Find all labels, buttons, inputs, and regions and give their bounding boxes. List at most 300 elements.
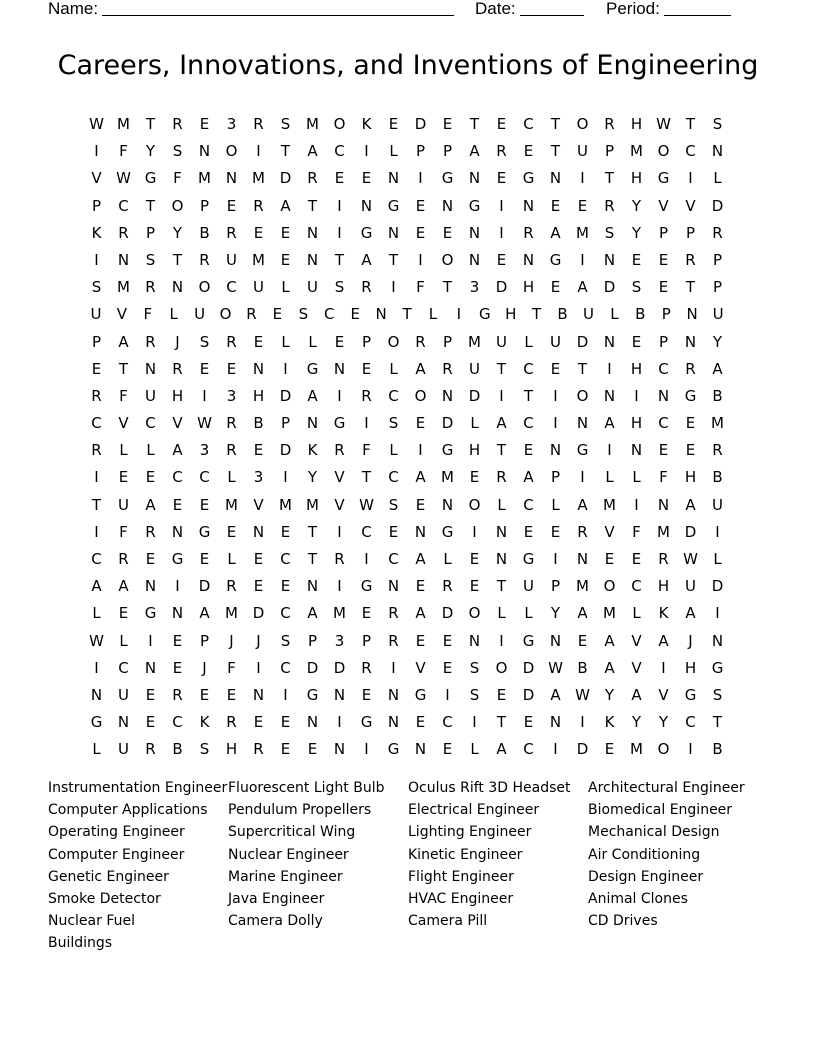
grid-letter[interactable]: M <box>441 468 454 487</box>
grid-letter[interactable]: F <box>119 386 128 405</box>
grid-letter[interactable]: T <box>496 713 507 732</box>
grid-letter[interactable]: E <box>280 577 291 596</box>
grid-letter[interactable]: I <box>688 169 693 188</box>
grid-letter[interactable]: C <box>280 658 291 677</box>
grid-letter[interactable]: B <box>577 658 588 677</box>
grid-letter[interactable]: D <box>684 522 697 541</box>
grid-letter[interactable]: L <box>470 414 479 433</box>
grid-letter[interactable]: L <box>92 740 101 759</box>
grid-letter[interactable]: R <box>361 658 372 677</box>
grid-letter[interactable]: G <box>306 359 319 378</box>
grid-letter[interactable]: V <box>118 414 129 433</box>
grid-letter[interactable]: C <box>145 414 156 433</box>
date-field[interactable] <box>475 0 584 18</box>
grid-letter[interactable]: L <box>308 332 317 351</box>
grid-letter[interactable]: B <box>712 386 723 405</box>
grid-letter[interactable]: M <box>333 604 346 623</box>
grid-letter[interactable]: N <box>603 386 616 405</box>
grid-letter[interactable]: I <box>580 468 585 487</box>
grid-letter[interactable]: A <box>712 359 723 378</box>
grid-letter[interactable]: C <box>523 115 534 133</box>
grid-letter[interactable]: I <box>445 685 450 704</box>
grid-letter[interactable]: F <box>173 169 182 188</box>
grid-letter[interactable]: Y <box>307 468 318 487</box>
grid-letter[interactable]: M <box>576 223 589 242</box>
grid-letter[interactable]: I <box>256 142 261 161</box>
grid-letter[interactable]: E <box>334 169 345 188</box>
grid-letter[interactable]: N <box>225 169 238 188</box>
grid-letter[interactable]: H <box>252 386 265 405</box>
grid-letter[interactable]: C <box>685 713 696 732</box>
grid-letter[interactable]: U <box>118 740 129 759</box>
grid-letter[interactable]: J <box>688 631 693 650</box>
grid-letter[interactable]: D <box>279 386 292 405</box>
grid-letter[interactable]: V <box>334 468 345 487</box>
grid-letter[interactable]: L <box>169 305 178 324</box>
grid-letter[interactable]: U <box>90 305 102 324</box>
grid-letter[interactable]: E <box>388 522 399 541</box>
grid-letter[interactable]: T <box>550 115 561 133</box>
grid-letter[interactable]: C <box>118 196 129 215</box>
grid-letter[interactable]: R <box>361 386 372 405</box>
grid-letter[interactable]: C <box>199 468 210 487</box>
grid-letter[interactable]: E <box>280 250 291 269</box>
grid-letter[interactable]: E <box>496 250 507 269</box>
grid-letter[interactable]: I <box>661 658 666 677</box>
grid-letter[interactable]: I <box>94 658 99 677</box>
grid-letter[interactable]: T <box>172 250 183 269</box>
grid-letter[interactable]: L <box>227 550 236 568</box>
grid-letter[interactable]: P <box>199 196 210 215</box>
grid-letter[interactable]: B <box>635 305 646 324</box>
grid-letter[interactable]: E <box>226 685 237 704</box>
grid-letter[interactable]: U <box>550 332 561 351</box>
grid-letter[interactable]: I <box>418 250 423 269</box>
grid-letter[interactable]: E <box>145 468 156 487</box>
date-blank-line[interactable] <box>520 0 584 16</box>
grid-letter[interactable]: I <box>148 631 153 650</box>
grid-letter[interactable]: E <box>442 740 453 759</box>
grid-letter[interactable]: I <box>553 550 558 568</box>
grid-letter[interactable]: I <box>337 386 342 405</box>
grid-letter[interactable]: E <box>253 332 264 351</box>
grid-letter[interactable]: W <box>683 550 698 568</box>
grid-letter[interactable]: F <box>416 278 425 297</box>
grid-letter[interactable]: O <box>219 305 232 324</box>
grid-letter[interactable]: I <box>456 305 462 324</box>
grid-letter[interactable]: A <box>91 577 102 596</box>
grid-letter[interactable]: A <box>523 468 534 487</box>
grid-letter[interactable]: M <box>630 142 643 161</box>
grid-letter[interactable]: T <box>307 550 318 568</box>
grid-letter[interactable]: U <box>145 386 156 405</box>
grid-letter[interactable]: D <box>603 278 616 297</box>
grid-letter[interactable]: C <box>442 713 453 732</box>
grid-letter[interactable]: E <box>550 196 561 215</box>
grid-letter[interactable]: D <box>468 386 481 405</box>
grid-letter[interactable]: L <box>713 550 722 568</box>
grid-letter[interactable]: A <box>577 278 588 297</box>
grid-letter[interactable]: E <box>361 604 372 623</box>
grid-letter[interactable]: L <box>146 441 155 460</box>
grid-letter[interactable]: L <box>119 441 128 460</box>
grid-letter[interactable]: I <box>634 386 639 405</box>
grid-letter[interactable]: N <box>306 414 319 433</box>
grid-letter[interactable]: G <box>387 196 400 215</box>
grid-letter[interactable]: E <box>253 713 264 732</box>
grid-letter[interactable]: N <box>144 359 157 378</box>
grid-letter[interactable]: O <box>468 495 481 514</box>
grid-letter[interactable]: R <box>145 278 156 297</box>
grid-letter[interactable]: R <box>118 223 129 242</box>
grid-letter[interactable]: O <box>387 332 400 351</box>
grid-letter[interactable]: Y <box>145 142 156 161</box>
grid-letter[interactable]: S <box>469 685 480 704</box>
grid-letter[interactable]: T <box>496 577 507 596</box>
grid-letter[interactable]: R <box>91 441 102 460</box>
grid-letter[interactable]: C <box>91 550 102 568</box>
grid-letter[interactable]: J <box>202 658 207 677</box>
grid-letter[interactable]: O <box>171 196 184 215</box>
grid-letter[interactable]: S <box>280 115 291 133</box>
grid-letter[interactable]: C <box>91 414 102 433</box>
grid-letter[interactable]: N <box>414 522 427 541</box>
grid-letter[interactable]: I <box>364 740 369 759</box>
grid-letter[interactable]: E <box>226 522 237 541</box>
grid-letter[interactable]: P <box>712 250 723 269</box>
grid-letter[interactable]: E <box>361 169 372 188</box>
grid-letter[interactable]: G <box>441 169 454 188</box>
grid-letter[interactable]: R <box>658 550 669 568</box>
grid-letter[interactable]: L <box>610 305 619 324</box>
grid-letter[interactable]: E <box>172 658 183 677</box>
grid-letter[interactable]: V <box>631 658 642 677</box>
grid-letter[interactable]: D <box>495 278 508 297</box>
grid-letter[interactable]: D <box>306 658 319 677</box>
grid-letter[interactable]: T <box>496 441 507 460</box>
grid-letter[interactable]: M <box>279 495 292 514</box>
grid-letter[interactable]: E <box>199 495 210 514</box>
grid-letter[interactable]: N <box>360 196 373 215</box>
grid-letter[interactable]: D <box>279 441 292 460</box>
grid-letter[interactable]: T <box>685 115 696 133</box>
grid-letter[interactable]: I <box>688 740 693 759</box>
grid-letter[interactable]: R <box>604 196 615 215</box>
grid-letter[interactable]: T <box>577 359 588 378</box>
grid-letter[interactable]: G <box>387 740 400 759</box>
grid-letter[interactable]: M <box>306 495 319 514</box>
grid-letter[interactable]: G <box>522 631 535 650</box>
grid-letter[interactable]: N <box>117 250 130 269</box>
grid-letter[interactable]: U <box>582 305 594 324</box>
grid-letter[interactable]: M <box>630 740 643 759</box>
grid-letter[interactable]: C <box>685 142 696 161</box>
grid-letter[interactable]: A <box>307 142 318 161</box>
grid-letter[interactable]: A <box>577 604 588 623</box>
grid-letter[interactable]: N <box>333 740 346 759</box>
grid-letter[interactable]: E <box>415 631 426 650</box>
grid-letter[interactable]: R <box>334 441 345 460</box>
grid-letter[interactable]: V <box>415 658 426 677</box>
grid-letter[interactable]: N <box>252 522 265 541</box>
grid-letter[interactable]: H <box>684 468 697 487</box>
grid-letter[interactable]: I <box>472 522 477 541</box>
grid-letter[interactable]: M <box>711 414 724 433</box>
grid-letter[interactable]: L <box>497 495 506 514</box>
grid-letter[interactable]: I <box>607 359 612 378</box>
grid-letter[interactable]: V <box>116 305 128 324</box>
grid-letter[interactable]: Y <box>631 196 642 215</box>
period-field[interactable] <box>606 0 731 18</box>
grid-letter[interactable]: S <box>298 305 309 324</box>
name-blank-line[interactable] <box>102 0 454 16</box>
grid-letter[interactable]: C <box>523 740 534 759</box>
grid-letter[interactable]: M <box>252 250 265 269</box>
grid-letter[interactable]: C <box>631 577 642 596</box>
grid-letter[interactable]: M <box>117 278 130 297</box>
grid-letter[interactable]: F <box>659 468 668 487</box>
grid-letter[interactable]: M <box>576 577 589 596</box>
grid-letter[interactable]: L <box>281 332 290 351</box>
grid-letter[interactable]: E <box>253 223 264 242</box>
grid-letter[interactable]: D <box>576 332 589 351</box>
grid-letter[interactable]: N <box>171 278 184 297</box>
grid-letter[interactable]: H <box>630 169 643 188</box>
grid-letter[interactable]: T <box>402 305 412 324</box>
grid-letter[interactable]: Y <box>172 223 183 242</box>
grid-letter[interactable]: S <box>604 223 615 242</box>
grid-letter[interactable]: D <box>333 658 346 677</box>
grid-letter[interactable]: N <box>468 223 481 242</box>
grid-letter[interactable]: Y <box>550 604 561 623</box>
grid-letter[interactable]: W <box>116 169 131 188</box>
grid-letter[interactable]: U <box>194 305 206 324</box>
grid-letter[interactable]: A <box>496 414 507 433</box>
grid-letter[interactable]: I <box>283 685 288 704</box>
grid-letter[interactable]: K <box>307 441 318 460</box>
grid-letter[interactable]: C <box>388 386 399 405</box>
grid-letter[interactable]: E <box>523 522 534 541</box>
grid-letter[interactable]: N <box>414 740 427 759</box>
grid-letter[interactable]: U <box>253 278 264 297</box>
grid-letter[interactable]: C <box>658 359 669 378</box>
grid-letter[interactable]: F <box>119 142 128 161</box>
grid-letter[interactable]: A <box>199 604 210 623</box>
grid-letter[interactable]: I <box>202 386 207 405</box>
grid-letter[interactable]: E <box>631 332 642 351</box>
grid-letter[interactable]: H <box>630 115 643 133</box>
grid-letter[interactable]: E <box>172 631 183 650</box>
grid-letter[interactable]: P <box>361 332 372 351</box>
grid-letter[interactable]: P <box>658 332 669 351</box>
grid-letter[interactable]: E <box>91 359 102 378</box>
grid-letter[interactable]: I <box>391 658 396 677</box>
grid-letter[interactable]: T <box>496 359 507 378</box>
grid-letter[interactable]: N <box>549 169 562 188</box>
grid-letter[interactable]: W <box>197 414 212 433</box>
grid-letter[interactable]: L <box>524 332 533 351</box>
grid-letter[interactable]: A <box>415 359 426 378</box>
grid-letter[interactable]: G <box>684 685 697 704</box>
grid-letter[interactable]: 3 <box>199 441 210 460</box>
grid-letter[interactable]: E <box>199 115 210 133</box>
grid-letter[interactable]: I <box>580 169 585 188</box>
grid-letter[interactable]: P <box>550 577 561 596</box>
grid-letter[interactable]: A <box>145 495 156 514</box>
grid-letter[interactable]: C <box>388 468 399 487</box>
grid-letter[interactable]: R <box>145 332 156 351</box>
grid-letter[interactable]: R <box>604 115 615 133</box>
grid-letter[interactable]: G <box>360 713 373 732</box>
grid-letter[interactable]: N <box>468 631 481 650</box>
grid-letter[interactable]: J <box>175 332 180 351</box>
grid-letter[interactable]: E <box>658 278 669 297</box>
grid-letter[interactable]: G <box>90 713 103 732</box>
grid-letter[interactable]: N <box>468 169 481 188</box>
grid-letter[interactable]: E <box>307 740 318 759</box>
grid-letter[interactable]: E <box>604 740 615 759</box>
grid-letter[interactable]: E <box>145 713 156 732</box>
grid-letter[interactable]: B <box>712 468 723 487</box>
grid-letter[interactable]: R <box>226 441 237 460</box>
grid-letter[interactable]: E <box>550 522 561 541</box>
grid-letter[interactable]: E <box>685 414 696 433</box>
grid-letter[interactable]: P <box>280 414 291 433</box>
grid-letter[interactable]: 3 <box>334 631 345 650</box>
grid-letter[interactable]: M <box>657 522 670 541</box>
grid-letter[interactable]: D <box>576 740 589 759</box>
grid-letter[interactable]: S <box>199 740 210 759</box>
grid-letter[interactable]: N <box>375 305 387 324</box>
grid-letter[interactable]: N <box>711 142 724 161</box>
grid-letter[interactable]: H <box>630 359 643 378</box>
grid-letter[interactable]: N <box>684 332 697 351</box>
grid-letter[interactable]: E <box>658 441 669 460</box>
grid-letter[interactable]: D <box>441 604 454 623</box>
grid-letter[interactable]: G <box>306 685 319 704</box>
grid-letter[interactable]: A <box>604 414 615 433</box>
grid-letter[interactable]: N <box>657 495 670 514</box>
grid-letter[interactable]: N <box>144 577 157 596</box>
grid-letter[interactable]: E <box>415 223 426 242</box>
grid-letter[interactable]: R <box>253 740 264 759</box>
grid-letter[interactable]: R <box>226 223 237 242</box>
grid-letter[interactable]: L <box>632 468 641 487</box>
grid-letter[interactable]: I <box>364 142 369 161</box>
grid-letter[interactable]: N <box>387 169 400 188</box>
grid-letter[interactable]: E <box>361 685 372 704</box>
grid-letter[interactable]: Y <box>631 713 642 732</box>
grid-letter[interactable]: L <box>92 604 101 623</box>
grid-letter[interactable]: U <box>226 250 237 269</box>
grid-letter[interactable]: R <box>199 250 210 269</box>
grid-letter[interactable]: R <box>172 359 183 378</box>
grid-letter[interactable]: 3 <box>226 115 237 133</box>
grid-letter[interactable]: R <box>388 604 399 623</box>
grid-letter[interactable]: R <box>172 115 183 133</box>
grid-letter[interactable]: G <box>414 685 427 704</box>
grid-letter[interactable]: I <box>418 169 423 188</box>
grid-letter[interactable]: E <box>118 468 129 487</box>
grid-letter[interactable]: E <box>442 115 453 133</box>
grid-letter[interactable]: H <box>505 305 517 324</box>
grid-letter[interactable]: N <box>90 685 103 704</box>
grid-letter[interactable]: R <box>523 223 534 242</box>
grid-letter[interactable]: H <box>522 278 535 297</box>
grid-letter[interactable]: I <box>553 740 558 759</box>
grid-letter[interactable]: E <box>334 332 345 351</box>
grid-letter[interactable]: N <box>387 223 400 242</box>
grid-letter[interactable]: M <box>603 495 616 514</box>
grid-letter[interactable]: U <box>496 332 507 351</box>
grid-letter[interactable]: M <box>225 495 238 514</box>
grid-letter[interactable]: M <box>117 115 130 133</box>
grid-letter[interactable]: E <box>523 142 534 161</box>
grid-letter[interactable]: P <box>91 332 102 351</box>
grid-letter[interactable]: T <box>91 495 102 514</box>
grid-letter[interactable]: J <box>256 631 261 650</box>
grid-letter[interactable]: R <box>577 522 588 541</box>
grid-letter[interactable]: I <box>418 441 423 460</box>
grid-letter[interactable]: B <box>253 414 264 433</box>
grid-letter[interactable]: R <box>226 577 237 596</box>
grid-letter[interactable]: A <box>415 468 426 487</box>
grid-letter[interactable]: P <box>661 305 671 324</box>
grid-letter[interactable]: E <box>442 631 453 650</box>
grid-letter[interactable]: V <box>685 196 696 215</box>
grid-letter[interactable]: O <box>441 250 454 269</box>
grid-letter[interactable]: O <box>657 142 670 161</box>
grid-letter[interactable]: S <box>334 278 345 297</box>
grid-letter[interactable]: R <box>246 305 257 324</box>
grid-letter[interactable]: I <box>337 713 342 732</box>
grid-letter[interactable]: E <box>577 631 588 650</box>
grid-letter[interactable]: S <box>91 278 102 297</box>
grid-letter[interactable]: V <box>334 495 345 514</box>
grid-letter[interactable]: T <box>307 196 318 215</box>
grid-letter[interactable]: B <box>712 740 723 759</box>
grid-letter[interactable]: R <box>253 196 264 215</box>
grid-letter[interactable]: E <box>442 223 453 242</box>
grid-letter[interactable]: H <box>225 740 238 759</box>
grid-letter[interactable]: P <box>685 223 696 242</box>
grid-letter[interactable]: N <box>441 196 454 215</box>
grid-letter[interactable]: E <box>469 550 480 568</box>
grid-letter[interactable]: W <box>359 495 374 514</box>
grid-letter[interactable]: E <box>199 550 210 568</box>
grid-letter[interactable]: L <box>497 604 506 623</box>
grid-letter[interactable]: I <box>364 550 369 568</box>
period-blank-line[interactable] <box>664 0 731 16</box>
grid-letter[interactable]: G <box>657 169 670 188</box>
grid-letter[interactable]: Y <box>712 332 723 351</box>
grid-letter[interactable]: I <box>175 577 180 596</box>
grid-letter[interactable]: U <box>712 495 723 514</box>
grid-letter[interactable]: F <box>119 522 128 541</box>
grid-letter[interactable]: O <box>198 278 211 297</box>
grid-letter[interactable]: E <box>172 495 183 514</box>
grid-letter[interactable]: E <box>118 604 129 623</box>
grid-letter[interactable]: G <box>441 522 454 541</box>
grid-letter[interactable]: O <box>576 386 589 405</box>
grid-letter[interactable]: C <box>523 414 534 433</box>
grid-letter[interactable]: R <box>361 278 372 297</box>
grid-letter[interactable]: R <box>388 631 399 650</box>
grid-letter[interactable]: E <box>145 685 156 704</box>
grid-letter[interactable]: I <box>715 604 720 623</box>
grid-letter[interactable]: P <box>307 631 318 650</box>
grid-letter[interactable]: N <box>686 305 698 324</box>
